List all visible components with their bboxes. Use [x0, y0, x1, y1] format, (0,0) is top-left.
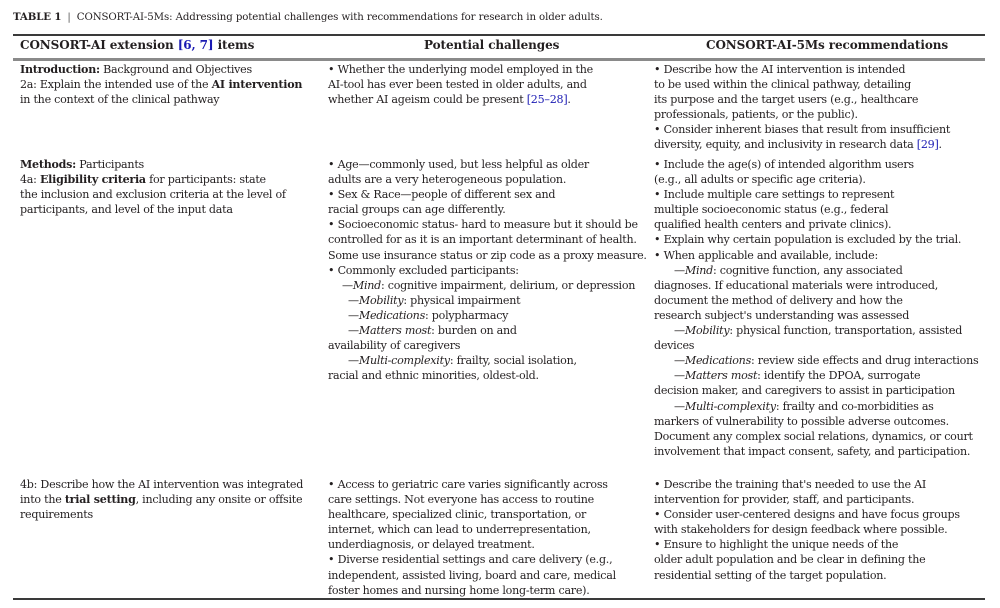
- item-text: in the context of the clinical pathway: [20, 93, 220, 107]
- mobility-label: Mobility: [684, 324, 730, 338]
- medications-label: Medications: [358, 308, 426, 322]
- challenge-text: : burden on and: [431, 324, 517, 338]
- challenge-text: whether AI ageism could be present: [328, 93, 527, 107]
- challenge-text: foster homes and nursing home long-term care).: [328, 583, 590, 597]
- recommendation-text: document the method of delivery and how the: [654, 293, 903, 307]
- recommendation-text: diagnoses. If educational materials were introduced,: [654, 278, 938, 292]
- recommendation-text: : cognitive function, any associated: [713, 263, 903, 277]
- caption-text: CONSORT-AI-5Ms: Addressing potential challenges with recommendations for research in older adults.: [76, 12, 603, 23]
- section-text: Background and Objectives: [99, 63, 252, 76]
- challenge-text: : physical impairment: [403, 293, 521, 307]
- recommendation-text: .: [938, 138, 942, 152]
- challenge-text: • Access to geriatric care varies significantly across: [328, 478, 608, 491]
- item-text: the inclusion and exclusion criteria at the level of: [20, 188, 286, 202]
- recommendation-text: to be used within the clinical pathway, detailing: [654, 78, 912, 92]
- item-text: 4a:: [20, 173, 40, 187]
- challenge-text: independent, assisted living, board and care, medical: [328, 568, 616, 582]
- challenge-text: racial and ethnic minorities, oldest-old.: [328, 369, 539, 383]
- item-text: requirements: [20, 508, 93, 522]
- challenge-text: • Diverse residential settings and care delivery (e.g.,: [328, 553, 613, 567]
- recommendation-text: • Include multiple care settings to represent: [654, 188, 895, 202]
- row-introduction-item: [20, 62, 302, 107]
- challenge-text: : frailty, social isolation,: [449, 354, 577, 368]
- caption-separator: |: [67, 12, 71, 23]
- recommendation-text: • Consider inherent biases that result from insufficient: [654, 123, 951, 137]
- reference-link[interactable]: [29]: [916, 138, 939, 152]
- recommendation-text: • When applicable and available, include:: [654, 248, 878, 262]
- challenge-text: availability of caregivers: [328, 339, 461, 353]
- recommendation-text: (e.g., all adults or specific age criteria).: [654, 173, 866, 187]
- challenge-text: • Whether the underlying model employed in the: [328, 63, 593, 76]
- challenge-text: internet, which can lead to underrepresentation,: [328, 523, 591, 537]
- header-rule: [13, 58, 985, 61]
- item-text: for participants: state: [145, 173, 266, 187]
- mind-label: Mind: [684, 263, 713, 277]
- recommendation-text: residential setting of the target population.: [654, 568, 887, 582]
- item-text: 2a: Explain the intended use of the: [20, 78, 212, 92]
- recommendation-text: involvement that impact consent, safety, and participation.: [654, 444, 971, 458]
- multi-complexity-label: Multi-complexity: [684, 399, 776, 413]
- recommendation-text: : identify the DPOA, surrogate: [757, 369, 921, 383]
- item-text: participants, and level of the input data: [20, 203, 233, 217]
- row-trial-setting-challenges: [328, 477, 616, 598]
- recommendation-text: older adult population and be clear in defining the: [654, 553, 926, 567]
- recommendation-text: devices: [654, 339, 695, 353]
- recommendation-text: qualified health centers and private clinics).: [654, 218, 892, 232]
- recommendation-text: • Ensure to highlight the unique needs of the: [654, 538, 899, 552]
- recommendation-text: professionals, patients, or the public).: [654, 108, 858, 122]
- section-label: Methods:: [20, 158, 77, 171]
- challenge-text: • Commonly excluded participants:: [328, 263, 519, 277]
- challenge-text: : cognitive impairment, delirium, or depression: [381, 278, 636, 292]
- recommendation-text: : frailty and co-morbidities as: [775, 399, 934, 413]
- multi-complexity-label: Multi-complexity: [358, 354, 450, 368]
- challenge-text: care settings. Not everyone has access to routine: [328, 493, 594, 507]
- matters-most-label: Matters most: [358, 324, 432, 338]
- matters-most-label: Matters most: [684, 369, 758, 383]
- challenge-text: Some use insurance status or zip code as a proxy measure.: [328, 248, 647, 262]
- challenge-text: AI-tool has ever been tested in older adults, and: [328, 78, 587, 92]
- challenge-text: healthcare, specialized clinic, transportation, or: [328, 508, 587, 522]
- recommendation-text: with stakeholders for design feedback where possible.: [654, 523, 948, 537]
- item-text: 4b: Describe how the AI intervention was integrated: [20, 478, 304, 491]
- challenge-text: controlled for as it is an important determinant of health.: [328, 233, 637, 247]
- row-trial-setting-item: [20, 477, 303, 522]
- recommendation-text: • Describe the training that's needed to use the AI: [654, 478, 927, 491]
- section-label: Introduction:: [20, 63, 100, 76]
- recommendation-text: markers of vulnerability to possible adverse outcomes.: [654, 414, 949, 428]
- mobility-label: Mobility: [358, 293, 404, 307]
- challenge-text: racial groups can age differently.: [328, 203, 506, 217]
- recommendation-text: diversity, equity, and inclusivity in research data: [654, 138, 917, 152]
- row-trial-setting-recommendations: [654, 477, 960, 583]
- challenge-text: • Socioeconomic status- hard to measure but it should be: [328, 218, 638, 232]
- recommendation-text: • Describe how the AI intervention is intended: [654, 63, 906, 76]
- row-introduction-recommendations: [654, 62, 950, 153]
- section-text: Participants: [76, 158, 144, 171]
- recommendation-text: : review side effects and drug interactions: [751, 354, 979, 368]
- recommendation-text: • Consider user-centered designs and have focus groups: [654, 508, 960, 522]
- recommendation-text: decision maker, and caregivers to assist in participation: [654, 384, 955, 398]
- header-col-items-text: CONSORT-AI extension: [20, 38, 178, 52]
- top-rule: [13, 34, 985, 36]
- row-introduction-challenges: [328, 62, 593, 107]
- item-bold: AI intervention: [211, 78, 303, 92]
- challenge-text: adults are a very heterogeneous population.: [328, 173, 567, 187]
- item-text: , including any onsite or offsite: [135, 493, 303, 507]
- recommendation-text: its purpose and the target users (e.g., healthcare: [654, 93, 919, 107]
- header-col-items-suffix: items: [213, 38, 255, 52]
- row-methods-item: [20, 157, 286, 217]
- recommendation-text: • Include the age(s) of intended algorithm users: [654, 158, 914, 171]
- header-col-items: [20, 38, 254, 52]
- challenge-text: .: [567, 93, 571, 107]
- item-bold: trial setting: [64, 493, 136, 507]
- challenge-text: : polypharmacy: [425, 308, 509, 322]
- header-col-challenges: Potential challenges: [424, 38, 560, 52]
- challenge-text: underdiagnosis, or delayed treatment.: [328, 538, 535, 552]
- table-label: TABLE 1: [13, 11, 62, 23]
- row-methods-challenges: • Age—commonly used, but less helpful as older adults are a very heterogeneous population. • Sex & Race—people of different sex and racial groups can age differently. • Socioeconomic status- hard to measure but it should be controlled for as it is an important determinant of health. Some use insurance status or zip code as a proxy measure. • Commonly excluded participants: —Mind: cognitive impairment, delirium, or depression —Mobility: physical impairment —Medications: polypharmacy —Matters most: burden on and availability of caregivers —Multi-complexity: frailty, social isolation, racial and ethnic minorities, oldest-old.: [328, 158, 647, 383]
- header-col-recommendations: CONSORT-AI-5Ms recommendations: [706, 38, 949, 52]
- row-methods-recommendations: • Include the age(s) of intended algorithm users (e.g., all adults or specific age criteria). • Include multiple care settings to represent multiple socioeconomic status (e.g., federal qualified health centers and private clinics). • Explain why certain population is excluded by the trial. • When applicable and available, include: —Mind: cognitive function, any associated diagnoses. If educational materials were introduced, document the method of delivery and how the research subject's understanding was assessed —Mobility: physical function, transportation, assisted devices —Medications: review side effects and drug interactions —Matters most: identify the DPOA, surrogate decision maker, and caregivers to assist in participation —Multi-complexity: frailty and co-morbidities as markers of vulnerability to possible adverse outcomes. Document any complex social relations, dynamics, or court involvement that impact consent, safety, and participation.: [654, 158, 979, 458]
- item-bold: Eligibility criteria: [39, 173, 146, 187]
- medications-label: Medications: [684, 354, 752, 368]
- recommendation-text: intervention for provider, staff, and participants.: [654, 493, 915, 507]
- challenge-text: • Sex & Race—people of different sex and: [328, 188, 556, 202]
- recommendation-text: multiple socioeconomic status (e.g., federal: [654, 203, 889, 217]
- table-caption: [13, 11, 603, 23]
- reference-link[interactable]: [6, 7]: [177, 38, 214, 52]
- reference-link[interactable]: [25–28]: [526, 93, 568, 107]
- bottom-rule: [13, 598, 985, 600]
- mind-label: Mind: [352, 278, 381, 292]
- item-text: into the: [20, 493, 65, 507]
- recommendation-text: Document any complex social relations, dynamics, or court: [654, 429, 973, 443]
- challenge-text: • Age—commonly used, but less helpful as older: [328, 158, 589, 171]
- recommendation-text: : physical function, transportation, assisted: [729, 324, 963, 338]
- recommendation-text: research subject's understanding was assessed: [654, 308, 910, 322]
- recommendation-text: • Explain why certain population is excluded by the trial.: [654, 233, 962, 247]
